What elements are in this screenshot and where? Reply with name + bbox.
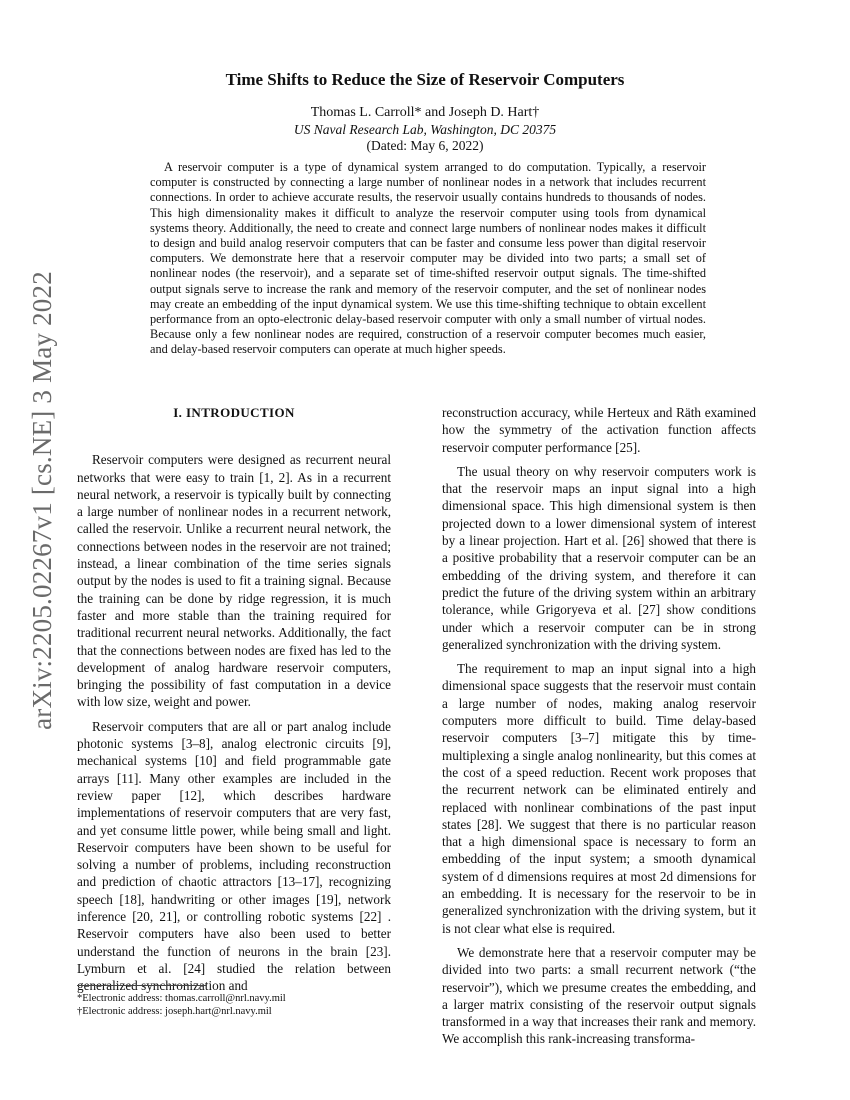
paragraph: We demonstrate here that a reservoir computer may be divided into two parts: a small recurrent network (“the reservoir”), which we presume creates the embedding, and a larger matrix consisting of the reservoir output signals transformed in a way that increases their rank and memory. We accomplish this rank-increasing transforma- — [442, 944, 756, 1047]
section-heading: I. INTRODUCTION — [173, 405, 295, 420]
left-column — [77, 404, 391, 994]
author-list: Thomas L. Carroll* and Joseph D. Hart† — [310, 105, 540, 120]
paragraph: Reservoir computers were designed as recurrent neural networks that were easy to train [1, 2]. As in a recurrent neural network, a reservoir is typically built by connecting a large number of nonlinear nodes in a recurrent network, called the reservoir. Unlike a recurrent neural network, the connections between nodes in the reservoir are not trained; instead, a linear combination of the time series signals output by the nodes is used to fit a training signal. Because the training can be done by ridge regression, it is much faster and more stable than the training required for traditional recurrent neural networks. Additionally, the fact that the connections between nodes are fixed has led to the development of analog hardware reservoir computers, bringing the possibility of fast computation in a device with low size, weight and power. — [77, 452, 391, 710]
paper-title: Time Shifts to Reduce the Size of Reservoir Computers — [225, 70, 625, 89]
abstract: A reservoir computer is a type of dynamical system arranged to do computation. Typically, a reservoir computer is constructed by connecting a large number of nonlinear nodes in a network that includes recurrent connections. In order to achieve accurate results, the reservoir usually contains hundreds to thousands of nodes. This high dimensionality makes it difficult to analyze the reservoir computer using tools from dynamical systems theory. Additionally, the need to create and connect large numbers of nonlinear nodes makes it difficult to design and build analog reservoir computers that can be faster and consume less power than digital reservoir computers. We demonstrate here that a reservoir computer may be divided into two parts; a small set of nonlinear nodes (the reservoir), and a separate set of time-shifted reservoir output signals. The time-shifted output signals serve to increase the rank and memory of the reservoir computer, and the set of nonlinear nodes may create an embedding of the input dynamical system. We use this time-shifting technique to obtain excellent performance from an opto-electronic delay-based reservoir computer with only a small number of virtual nodes. Because only a few nonlinear nodes are required, construction of a reservoir computer becomes much easier, and delay-based reservoir computers can operate at much higher speeds. — [150, 160, 706, 357]
right-column — [442, 404, 756, 1047]
paragraph: The usual theory on why reservoir computers work is that the reservoir maps an input signal into a high dimensional space. This high dimensional system is then projected down to a lower dimensional system of interest by a linear projection. Hart et al. [26] showed that there is a positive probability that a reservoir computer can be an embedding of the driving system, and therefore it can predict the future of the driving system within an arbitrary tolerance, while Grigoryeva et al. [27] show conditions under which a reservoir computer can be in strong generalized synchronization with the driving system. — [442, 463, 756, 652]
footnote: *Electronic address: thomas.carroll@nrl.navy.mil — [77, 993, 286, 1004]
paragraph: reconstruction accuracy, while Herteux and Räth examined how the symmetry of the activation function affects reservoir computer performance [25]. — [442, 405, 756, 455]
arxiv-identifier: arXiv:2205.02267v1 [cs.NE] 3 May 2022 — [26, 270, 57, 730]
affiliation: US Naval Research Lab, Washington, DC 20375 — [293, 122, 557, 137]
footnote-divider — [77, 985, 207, 986]
footnotes — [77, 985, 397, 1018]
footnote: †Electronic address: joseph.hart@nrl.navy.mil — [77, 1006, 272, 1017]
paragraph: The requirement to map an input signal into a high dimensional space suggests that the reservoir must contain a large number of nodes, making analog reservoir computers more difficult to build. Time delay-based reservoir computers [3–7] mitigate this by time-multiplexing a single analog nonlinearity, but this comes at the cost of a speed reduction. Recent work proposes that the recurrent network can be eliminated entirely and replaced with nonlinear combinations of the past input states [28]. We suggest that there is no particular reason that a high dimensional space is necessary to form an embedding of the input system; a smooth dynamical system of d dimensions requires at most 2d dimensions for an embedding. It is necessary for the reservoir to be in generalized synchronization with the driving system, but it is not clear what else is required. — [442, 661, 756, 936]
arxiv-sidebar-stamp — [14, 270, 70, 730]
date-line: (Dated: May 6, 2022) — [366, 138, 484, 153]
paragraph: Reservoir computers that are all or part analog include photonic systems [3–8], analog electronic circuits [9], mechanical systems [10] and field programmable gate arrays [11]. Many other examples are included in the review paper [12], which describes hardware implementations of reservoir computers that are very fast, and yet consume little power, while being small and light. Reservoir computers have been shown to be useful for solving a number of problems, including reconstruction and prediction of chaotic attractors [13–17], recognizing speech [18], handwriting or other images [19], network inference [20, 21], or controlling robotic systems [22] . Reservoir computers have also been used to better understand the function of neurons in the brain [23]. Lymburn et al. [24] studied the relation between generalized synchronization and — [77, 718, 391, 994]
